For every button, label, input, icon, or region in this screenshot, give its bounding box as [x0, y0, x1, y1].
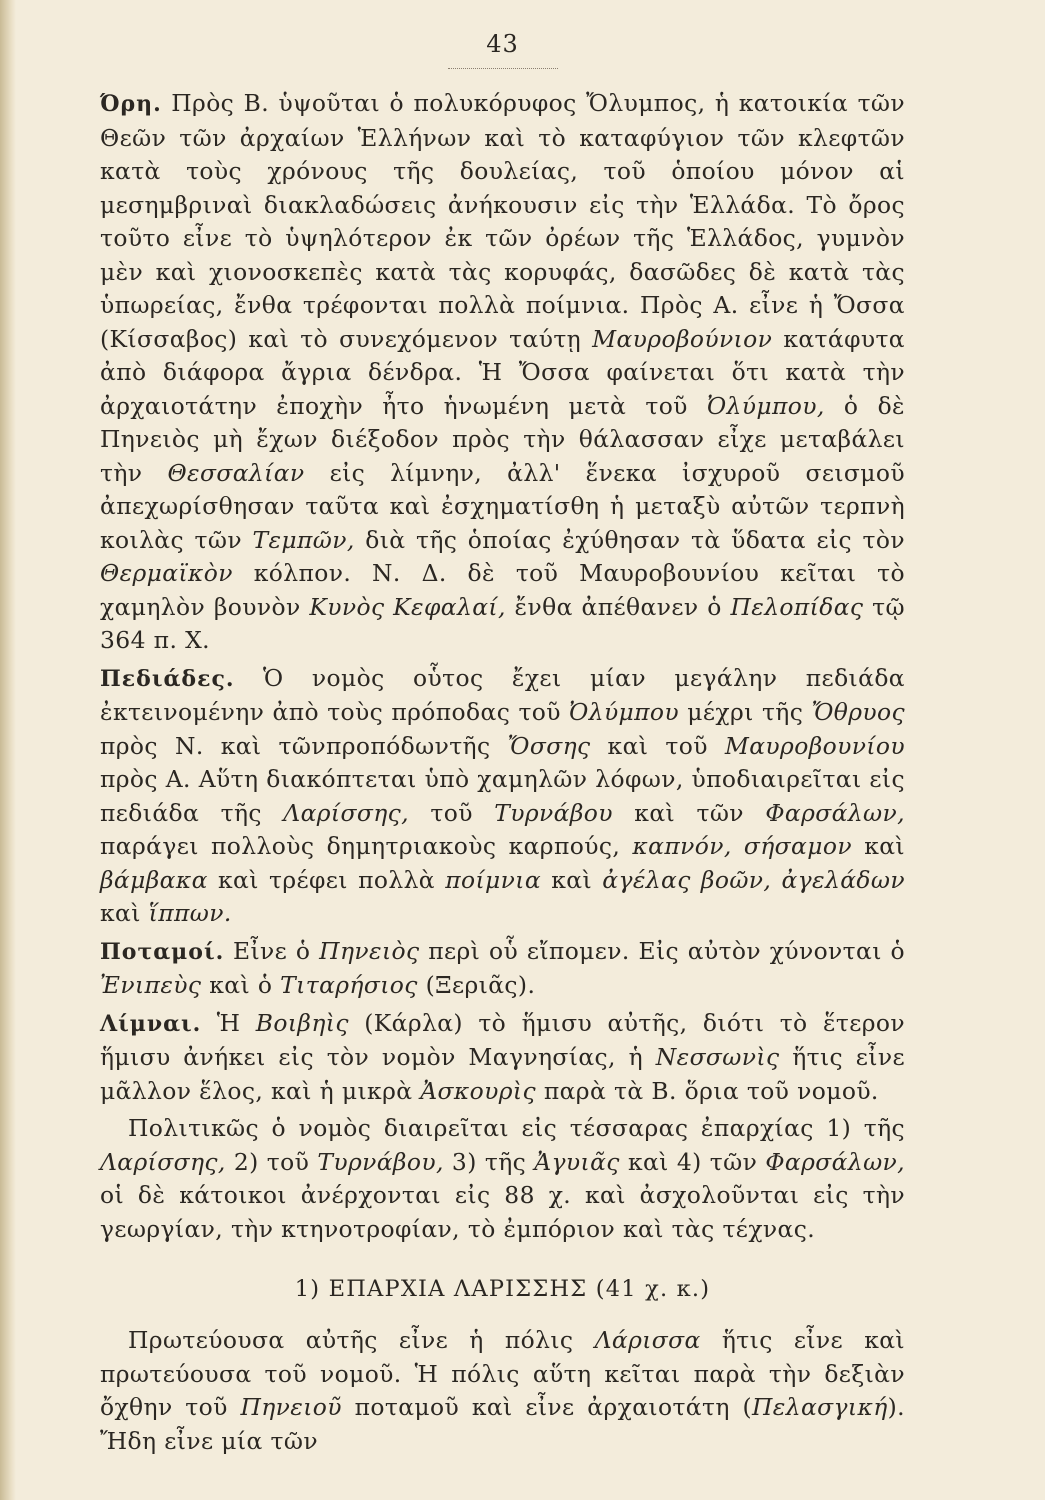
section-title: 1) ΕΠΑΡΧΙΑ ΛΑΡΙΣΣΗΣ (41 χ. κ.): [294, 1276, 711, 1302]
heading-mountains: Όρη.: [100, 91, 162, 117]
paragraph-larissa: Πρωτεύουσα αὐτῆς εἶνε ἡ πόλις Λάρισσα ἥτις εἶνε καὶ πρωτεύουσα τοῦ νομοῦ. Ἡ πόλις αὕτη κεῖται παρὰ τὴν δεξιὰν ὄχθην τοῦ Πηνειοῦ ποταμοῦ καὶ εἶνε ἀρχαιοτάτη (Πελασγική). Ἤδη εἶνε μία τῶν: [100, 1326, 906, 1455]
paragraph-administration: Πολιτικῶς ὁ νομὸς διαιρεῖται εἰς τέσσαρας ἐπαρχίας 1) τῆς Λαρίσσης, 2) τοῦ Τυρνάβου, 3) τῆς Ἀγυιᾶς καὶ 4) τῶν Φαρσάλων, οἱ δὲ κάτοικοι ἀνέρχονται εἰς 88 χ. καὶ ἀσχολοῦνται εἰς τὴν γεωργίαν, τὴν κτηνοτροφίαν, τὸ ἐμπόριον καὶ τὰς τέχνας.: [100, 1114, 905, 1243]
paragraph-rivers: Ποταμοί. Εἶνε ὁ Πηνειὸς περὶ οὗ εἴπομεν. Εἰς αὐτὸν χύνονται ὁ Ἐνιπεὺς καὶ ὁ Τιταρήσιος (Ξεριᾶς).: [100, 936, 906, 999]
header-rule: [448, 68, 558, 69]
paragraph-mountains: Όρη. Πρὸς Β. ὑψοῦται ὁ πολυκόρυφος Ὄλυμπος, ἡ κατοικία τῶν Θεῶν τῶν ἀρχαίων Ἑλλήνων καὶ τὸ καταφύγιον τῶν κλεφτῶν κατὰ τοὺς χρόνους τῆς δουλείας, τοῦ ὁποίου μόνον αἱ μεσημβριναὶ διακλαδώσεις ἀνήκουσιν εἰς τὴν Ἑλλάδα. Τὸ ὄρος τοῦτο εἶνε τὸ ὑψηλότερον ἐκ τῶν ὀρέων τῆς Ἑλλάδος, γυμνὸν μὲν καὶ χιονοσκεπὲς κατὰ τὰς κορυφάς, δασῶδες δὲ κατὰ τὰς ὑπωρείας, ἔνθα τρέφονται πολλὰ ποίμνια. Πρὸς Α. εἶνε ἡ Ὄσσα (Κίσσαβος) καὶ τὸ συνεχόμενον ταύτῃ Μαυροβούνιον κατάφυτα ἀπὸ διάφορα ἄγρια δένδρα. Ἡ Ὄσσα φαίνεται ὅτι κατὰ τὴν ἀρχαιοτάτην ἐποχὴν ἦτο ἡνωμένη μετὰ τοῦ Ὀλύμπου, ὁ δὲ Πηνειὸς μὴ ἔχων διέξοδον πρὸς τὴν θάλασσαν εἶχε μεταβάλει τὴν Θεσσαλίαν εἰς λίμνην, ἀλλ' ἕνεκα ἰσχυροῦ σεισμοῦ ἀπεχωρίσθησαν ταῦτα καὶ ἐσχηματίσθη ἡ μεταξὺ αὐτῶν τερπνὴ κοιλὰς τῶν Τεμπῶν, διὰ τῆς ὁποίας ἐχύθησαν τὰ ὕδατα εἰς τὸν Θερμαϊκὸν κόλπον. Ν. Δ. δὲ τοῦ Μαυροβουνίου κεῖται τὸ χαμηλὸν βουνὸν Κυνὸς Κεφαλαί, ἔνθα ἀπέθανεν ὁ Πελοπίδας τῷ 364 π. Χ.: [100, 89, 906, 654]
heading-rivers: Ποταμοί.: [100, 938, 225, 965]
heading-lakes: Λίμναι.: [100, 1010, 202, 1037]
page-edge: [0, 0, 16, 1500]
heading-plains: Πεδιάδες.: [100, 665, 235, 692]
paragraph-plains: Πεδιάδες. Ὁ νομὸς οὗτος ἔχει μίαν μεγάλην πεδιάδα ἐκτεινομένην ἀπὸ τοὺς πρόποδας τοῦ Ὀλύμπου μέχρι τῆς Ὄθρυος πρὸς Ν. καὶ τῶνπροπόδωντῆς Ὄσσης καὶ τοῦ Μαυροβουνίου πρὸς Α. Αὕτη διακόπτεται ὑπὸ χαμηλῶν λόφων, ὑποδιαιρεῖται εἰς πεδιάδα τῆς Λαρίσσης, τοῦ Τυρνάβου καὶ τῶν Φαρσάλων, παράγει πολλοὺς δημητριακοὺς καρπούς, καπνόν, σήσαμον καὶ βάμβακα καὶ τρέφει πολλὰ ποίμνια καὶ ἀγέλας βοῶν, ἀγελάδων καὶ ἵππων.: [100, 663, 906, 927]
paragraph-lakes: Λίμναι. Ἡ Βοιβηὶς (Κάρλα) τὸ ἥμισυ αὐτῆς, διότι τὸ ἕτερον ἥμισυ ἀνήκει εἰς τὸν νομὸν Μαγνησίας, ἡ Νεσσωνὶς ἥτις εἶνε μᾶλλον ἕλος, καὶ ἡ μικρὰ Ἀσκουρὶς παρὰ τὰ Β. ὅρια τοῦ νομοῦ.: [100, 1008, 906, 1105]
page-number: 43: [486, 30, 519, 58]
book-page: [100, 30, 905, 1458]
